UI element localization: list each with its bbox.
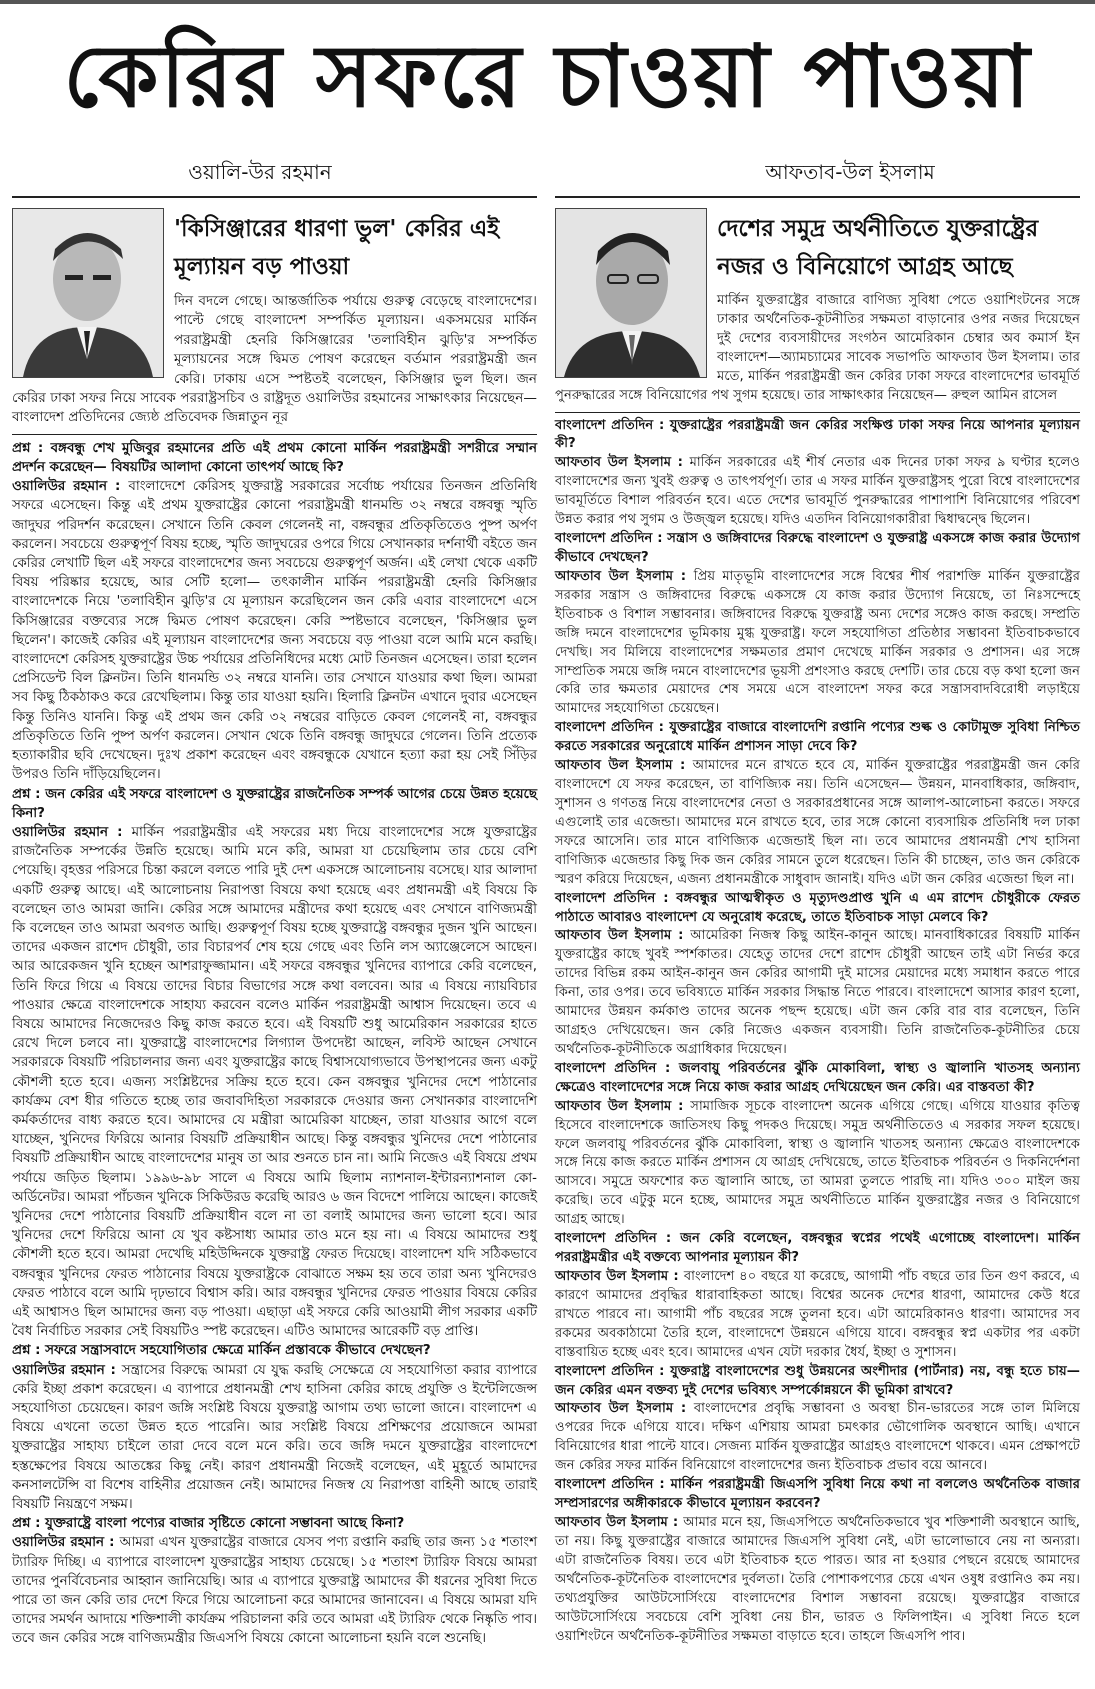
interview-answer <box>555 1268 1080 1363</box>
article-left <box>12 208 537 1649</box>
interview-answer <box>555 1098 1080 1230</box>
byline-rule-left <box>12 196 537 198</box>
article-left-subhead: 'কিসিঞ্জারের ধারণা ভুল' কেরির এই মূল্যায়ন বড় পাওয়া <box>174 216 500 280</box>
answer-speaker: ওয়ালিউর রহমান : <box>12 1362 122 1378</box>
answer-speaker: ওয়ালিউর রহমান : <box>12 479 129 495</box>
article-right-qa <box>555 417 1080 1647</box>
interview-answer <box>12 477 537 784</box>
divider <box>12 434 537 435</box>
interview-answer <box>12 1361 537 1515</box>
answer-speaker: আফতাব উল ইসলাম : <box>555 1098 691 1114</box>
answer-text: মার্কিন সরকারের এই শীর্ষ নেতার এক দিনের ঢাকা সফর ৯ ঘণ্টার হলেও বাংলাদেশের জন্য খুবই গুরুত্ব ও তাৎপর্যপূর্ণ। তার এ সফর মার্কিন যুক্তরাষ্ট্রসহ পুরো বিশ্বে বাংলাদেশের ভাবমূর্তিতে বিশাল পরিবর্তন হবে। এতে দেশের ভাবমূর্তি পুনরুদ্ধারের পাশাপাশি বিনিয়োগের পরিবেশ উন্নত করার পথ সুগম ও উজ্জ্বল হয়েছে। যদিও এতদিন বিনিয়োগকারীরা দ্বিধাদ্বন্দ্বে ছিলেন। <box>555 455 1080 528</box>
answer-text: আমরা এখন যুক্তরাষ্ট্রের বাজারে যেসব পণ্য রপ্তানি করছি তার জন্য ১৫ শতাংশ ট্যারিফ দিচ্ছি। এ ব্যাপারে বাংলাদেশ যুক্তরাষ্ট্রের সাহায্য চেয়েছে। ১৫ শতাংশ ট্যারিফ বিষয়ে আমরা তাদের পুনর্বিবেচনার আহ্বান জানিয়েছি। আর এ ব্যাপারে যুক্তরাষ্ট্র আমাদের কী ধরনের সুবিধা দিতে পারে তা জন কেরি তার দেশে ফিরে গিয়ে আলোচনা করে আমাদের জানাবেন। এ বিষয়ে আমরা যদি তাদের সমর্থন আদায়ে শক্তিশালী কার্যক্রম পরিচালনা করি তবে আমরা এই ট্যারিফ থেকে নিষ্কৃতি পাব। তবে জন কেরির সঙ্গে বাণিজ্যমন্ত্রীর জিএসপি বিষয়ে কোনো আলোচনা হয়নি বলে শুনেছি। <box>12 1535 537 1647</box>
answer-speaker: আফতাব উল ইসলাম : <box>555 1269 684 1285</box>
article-left-qa <box>12 439 537 1649</box>
interview-question: বাংলাদেশ প্রতিদিন : সন্ত্রাস ও জঙ্গিবাদের বিরুদ্ধে বাংলাদেশ ও যুক্তরাষ্ট্র একসঙ্গে কাজ করার উদ্যোগ কীভাবে দেখছেন? <box>555 531 1080 565</box>
answer-speaker: আফতাব উল ইসলাম : <box>555 758 693 774</box>
interview-answer <box>555 568 1080 719</box>
article-right <box>555 208 1080 1646</box>
answer-text: প্রিয় মাতৃভূমি বাংলাদেশের সঙ্গে বিশ্বের শীর্ষ পরাশক্তি মার্কিন যুক্তরাষ্ট্রের সরকার সন্ত্রাস ও জঙ্গিবাদের বিরুদ্ধে একসঙ্গে যে কাজ করার উদ্যোগ নিয়েছে, তা নিঃসন্দেহে ইতিবাচক ও বিশাল সম্ভাবনার। জঙ্গিবাদের বিরুদ্ধে যুক্তরাষ্ট্র অন্য দেশের সঙ্গেও কাজ করছে। সম্প্রতি জঙ্গি দমনে বাংলাদেশের ভূমিকায় মুগ্ধ যুক্তরাষ্ট্র। ফলে সহযোগিতা প্রতিষ্ঠার সম্ভাবনা ইতিবাচকভাবে দেখছি। সব মিলিয়ে বাংলাদেশের সক্ষমতার প্রমাণ দেখেছে মার্কিন সরকার ও প্রশাসন। এর সঙ্গে সাম্প্রতিক সময়ে জঙ্গি দমনে বাংলাদেশের ভূয়সী প্রশংসাও করছে দেশটি। তার চেয়ে বড় কথা হলো জন কেরি তার ক্ষমতার মেয়াদের শেষ সময়ে এসে বাংলাদেশ সফর করে সন্ত্রাসবাদবিরোধী লড়াইয়ে আমাদের সহযোগিতা চেয়েছেন। <box>555 568 1080 717</box>
answer-speaker: আফতাব উল ইসলাম : <box>555 1515 684 1530</box>
interview-answer <box>12 1533 537 1648</box>
byline-left: ওয়ালি-উর রহমান <box>188 160 332 184</box>
portrait-icon <box>556 209 706 377</box>
interview-answer <box>555 1400 1080 1476</box>
page-headline: কেরির সফরে চাওয়া পাওয়া <box>63 27 1032 127</box>
answer-speaker: আফতাব উল ইসলাম : <box>555 568 694 584</box>
interview-answer <box>555 927 1080 1059</box>
interview-answer <box>12 823 537 1341</box>
interview-question: বাংলাদেশ প্রতিদিন : যুক্তরাষ্ট্রের পররাষ্ট্রমন্ত্রী জন কেরির সংক্ষিপ্ত ঢাকা সফর নিয়ে আপনার মূল্যায়ন কী? <box>555 417 1080 452</box>
portrait-photo-right <box>555 208 707 378</box>
answer-text: মার্কিন পররাষ্ট্রমন্ত্রীর এই সফরের মধ্য দিয়ে বাংলাদেশের সঙ্গে যুক্তরাষ্ট্রের রাজনৈতিক সম্পর্কের উন্নতি হয়েছে। আমি মনে করি, আমরা যা চেয়েছিলাম তার চেয়ে বেশি পেয়েছি। বৃহত্তর পরিসরে চিন্তা করলে বলতে পারি দুই দেশ একসঙ্গে আলোচনায় বসেছে। যার আলাদা একটি গুরুত্ব আছে। এই আলোচনায় নিরাপত্তা বিষয়ে কথা হয়েছে এবং প্রধানমন্ত্রী এই বিষয়ে কি বলেছেন তাও আমরা জানি। কেরির সঙ্গে আমাদের মন্ত্রীদের কথা হয়েছে এবং সেখানে বাণিজ্যমন্ত্রী কি বলেছেন তাও আমরা অবগত আছি। গুরুত্বপূর্ণ বিষয় হচ্ছে যুক্তরাষ্ট্রে বঙ্গবন্ধুর দুজন খুনি আছেন। তাদের একজন রাশেদ চৌধুরী, তার বিচারপর্ব শেষ হয়ে গেছে এবং তিনি লস অ্যাঞ্জেলেসে আছেন। আর আরেকজন খুনি হচ্ছেন আশরাফুজ্জামান। এই সফরে বঙ্গবন্ধুর খুনিদের ব্যাপারে কেরি বলেছেন, তিনি ফিরে গিয়ে এ বিষয়ে তাদের বিচার বিভাগের সঙ্গে কথা বলবেন। আর এ বিষয়ে ন্যায়বিচার পাওয়ার ক্ষেত্রে বাংলাদেশকে সাহায্য করবেন বলেও মার্কিন পররাষ্ট্রমন্ত্রী আশ্বাস দিয়েছেন। তবে এ বিষয়ে আমাদের নিজেদেরও কিছু কাজ করতে হবে। এই বিষয়টি শুধু আমেরিকান সরকারের হাতে রেখে দিলে চলবে না। যুক্তরাষ্ট্রে বাংলাদেশের লিগ্যাল উপদেষ্টা আছেন, লবিস্ট আছেন সেখানে সরকারকে বিষয়টি পরিচালনার জন্য এবং যুক্তরাষ্ট্রের কাছে বিশ্বাসযোগ্যভাবে উপস্থাপনের জন্য একটু কৌশলী হতে হবে। এজন্য সংশ্লিষ্টদের সক্রিয় হতে হবে। কেন বঙ্গবন্ধুর খুনিদের দেশে পাঠানোর কার্যক্রম বেশ ধীর গতিতে হচ্ছে তার জবাবদিহিতা সরকারকে দেওয়ার জন্য সেখানকার বাংলাদেশি কর্মকর্তাদের বাধ্য করতে হবে। আমাদের যে মন্ত্রীরা আমেরিকা যাচ্ছেন, তারা যাওয়ার আগে বলে যাচ্ছেন, খুনিদের ফিরিয়ে আনার বিষয়টি প্রক্রিয়াধীন আছে। কিন্তু বঙ্গবন্ধুর খুনিদের দেশে পাঠানোর বিষয়টি প্রক্রিয়াধীন আছে বাংলাদেশের মানুষ তা আর শুনতে চান না। আমি নিজেও এই বিষয়ে প্রথম পর্যায়ে জড়িত ছিলাম। ১৯৯৬-৯৮ সালে এ বিষয়ে আমি ছিলাম ন্যাশনাল-ইন্টারন্যাশনাল কো-অর্ডিনেটর। আমরা পাঁচজন খুনিকে সিকিউরড করেছি আরও ৬ জন বিদেশে পালিয়ে আছেন। কাজেই খুনিদের দেশে পাঠানোর বিষয়টি প্রক্রিয়াধীন বলে না তা বলাই আমাদের জন্য ভালো হবে। আর খুনিদের দেশে ফিরিয়ে আনা যে খুব কষ্টসাধ্য আমার তাও মনে হয় না। এ বিষয়ে আমাদের শুধু কৌশলী হতে হবে। আমরা দেখেছি মহিউদ্দিনকে যুক্তরাষ্ট্র ফেরত দিয়েছে। বাংলাদেশ যদি সঠিকভাবে বঙ্গবন্ধুর খুনিদের ফেরত পাঠানোর বিষয়ে যুক্তরাষ্ট্রকে বোঝাতে সক্ষম হয় তবে তারা অন্য খুনিদেরও ফেরত পাঠাবে বলে আমি দৃঢ়ভাবে বিশ্বাস করি। আর বঙ্গবন্ধুর খুনিদের ফেরত পাওয়ার বিষয়ে কেরির এই আশ্বাসও ছিল আমাদের জন্য বড় পাওয়া। এছাড়া এই সফরে কেরি আওয়ামী লীগ সরকার একটি বৈধ নির্বাচিত সরকার সেই বিষয়টিও স্পষ্ট করেছেন। এটিও আমাদের আরেকটি বড় প্রাপ্তি। <box>12 824 537 1340</box>
interview-question: বাংলাদেশ প্রতিদিন : জন কেরি বলেছেন, বঙ্গবন্ধুর স্বপ্নের পথেই এগোচ্ছে বাংলাদেশ। মার্কিন পররাষ্ট্রমন্ত্রীর এই বক্তব্যে আপনার মূল্যায়ন কী? <box>555 1231 1080 1266</box>
top-rule <box>0 0 1095 4</box>
interview-answer <box>555 454 1080 530</box>
answer-speaker: আফতাব উল ইসলাম : <box>555 1401 694 1417</box>
interview-answer <box>555 1514 1080 1646</box>
interview-question: বাংলাদেশ প্রতিদিন : মার্কিন পররাষ্ট্রমন্ত্রী জিএসপি সুবিধা নিয়ে কথা না বললেও অর্থনৈতিক বাজার সম্প্রসারণের অঙ্গীকারকে কীভাবে মূল্যায়ন করবেন? <box>555 1477 1080 1512</box>
interview-question: বাংলাদেশ প্রতিদিন : জলবায়ু পরিবর্তনের ঝুঁকি মোকাবিলা, স্বাস্থ্য ও জ্বালানি খাতসহ অন্যান্য ক্ষেত্রেও বাংলাদেশের সঙ্গে নিয়ে কাজ করার আগ্রহ দেখিয়েছেন জন কেরি। এর বাস্তবতা কী? <box>555 1060 1080 1095</box>
interview-answer <box>555 757 1080 889</box>
answer-text: বাংলাদেশের প্রবৃদ্ধি সম্ভাবনা ও অবস্থা চীন-ভারতের সঙ্গে তাল মিলিয়ে ওপরের দিকে এগিয়ে যাবে। দক্ষিণ এশিয়ায় আমরা চমৎকার ভৌগোলিক অবস্থানে আছি। এখানে বিনিয়োগের ধারা পাল্টে যাবে। সেজন্য মার্কিন যুক্তরাষ্ট্রের আগ্রহও বাংলাদেশে থাকবে। এমন প্রেক্ষাপটে জন কেরির সফর মার্কিন বিনিয়োগে বাংলাদেশের জন্য ইতিবাচক প্রভাব বয়ে আনবে। <box>555 1401 1080 1474</box>
answer-speaker: আফতাব উল ইসলাম : <box>555 455 690 471</box>
interview-question: প্রশ্ন : সফরে সন্ত্রাসবাদে সহযোগিতার ক্ষেত্রে মার্কিন প্রস্তাবকে কীভাবে দেখছেন? <box>12 1343 431 1359</box>
answer-text: সামাজিক সূচকে বাংলাদেশ অনেক এগিয়ে গেছে। এগিয়ে যাওয়ার কৃতিত্ব হিসেবে বাংলাদেশকে জাতিসংঘ কিছু পদকও দিয়েছে। সমুদ্র অর্থনীতিতেও এ সরকার সফল হয়েছে। ফলে জলবায়ু পরিবর্তনের ঝুঁকি মোকাবিলা, স্বাস্থ্য ও জ্বালানি খাতসহ অন্যান্য ক্ষেত্রেও বাংলাদেশকে সঙ্গে নিয়ে কাজ করতে মার্কিন প্রশাসন যে আগ্রহ দেখিয়েছে, তাতে ইতিবাচক পরিবর্তন ও দিকনির্দেশনা আসবে। সমুদ্রে অফশোর কত জ্বালানি আছে, তা আমরা তুলতে পারছি না। যদিও ৩০০ মাইল জয় করেছি। তবে এটুকু মনে হচ্ছে, আমাদের সমুদ্র অর্থনীতিতে মার্কিন যুক্তরাষ্ট্রের নজর ও বিনিয়োগে আগ্রহ আছে। <box>555 1098 1080 1228</box>
byline-rule-right <box>555 196 1080 198</box>
interview-question: বাংলাদেশ প্রতিদিন : যুক্তরাষ্ট্র বাংলাদেশের শুধু উন্নয়নের অংশীদার (পার্টনার) নয়, বন্ধু হতে চায়— জন কেরির এমন বক্তব্য দুই দেশের ভবিষ্যৎ সম্পর্কোন্নয়নে কী ভূমিকা রাখবে? <box>555 1363 1080 1398</box>
answer-text: আমাদের মনে রাখতে হবে যে, মার্কিন যুক্তরাষ্ট্রের পররাষ্ট্রমন্ত্রী জন কেরি বাংলাদেশে যে সফর করেছেন, তা বাণিজ্যিক নয়। তিনি এসেছেন— উন্নয়ন, মানবাধিকার, জঙ্গিবাদ, সুশাসন ও গণতন্ত্র নিয়ে বাংলাদেশের নেতা ও সরকারপ্রধানের সঙ্গে আলাপ-আলোচনা করতে। সফরে এগুলোই তার এজেন্ডা। আমাদের মনে রাখতে হবে, তার সঙ্গে কোনো ব্যবসায়িক প্রতিনিধি দল ঢাকা সফরে আসেনি। তার মানে বাণিজ্যিক এজেন্ডাই ছিল না। তবে আমাদের প্রধানমন্ত্রী শেখ হাসিনা বাণিজ্যিক এজেন্ডার কিছু দিক জন কেরির সামনে তুলে ধরেছেন। তিনি কী চাচ্ছেন, তাও জন কেরিকে স্মরণ করিয়ে দিয়েছেন, এজন্য প্রধানমন্ত্রীকে সাধুবাদ জানাই। যদিও এটা জন কেরির এজেন্ডা ছিল না। <box>555 758 1080 887</box>
answer-speaker: ওয়ালিউর রহমান : <box>12 824 132 840</box>
answer-speaker: ওয়ালিউর রহমান : <box>12 1535 120 1551</box>
interview-question: বাংলাদেশ প্রতিদিন : যুক্তরাষ্ট্রের বাজারে বাংলাদেশি রপ্তানি পণ্যের শুল্ক ও কোটামুক্ত সুবিধা নিশ্চিত করতে সরকারের অনুরোধে মার্কিন প্রশাসন সাড়া দেবে কি? <box>555 720 1080 755</box>
divider <box>555 412 1080 413</box>
answer-speaker: আফতাব উল ইসলাম : <box>555 928 691 944</box>
article-right-subhead: দেশের সমুদ্র অর্থনীতিতে যুক্তরাষ্ট্রের নজর ও বিনিয়োগে আগ্রহ আছে <box>717 216 1039 280</box>
interview-question: বাংলাদেশ প্রতিদিন : বঙ্গবন্ধুর আত্মস্বীকৃত ও মৃত্যুদণ্ডপ্রাপ্ত খুনি এ এম রাশেদ চৌধুরীকে ফেরত পাঠাতে আবারও বাংলাদেশ যে অনুরোধ করেছে, তাতে ইতিবাচক সাড়া মেলবে কি? <box>555 890 1080 925</box>
byline-right: আফতাব-উল ইসলাম <box>765 160 935 184</box>
portrait-icon <box>13 209 163 377</box>
answer-text: সন্ত্রাসের বিরুদ্ধে আমরা যে যুদ্ধ করছি সেক্ষেত্রে যে সহযোগিতা করার ব্যাপারে কেরি ইচ্ছা প্রকাশ করেছেন। এ ব্যাপারে প্রধানমন্ত্রী শেখ হাসিনা কেরির কাছে প্রযুক্তি ও ইন্টেলিজেন্স সহযোগিতা চেয়েছেন। কারণ জঙ্গি সংশ্লিষ্ট বিষয়ে যুক্তরাষ্ট্র আগাম তথ্য ভালো জানে। বাংলাদেশ এ বিষয়ে এখনো ততো উন্নত হতে পারেনি। আর সংশ্লিষ্ট বিষয়ে প্রশিক্ষণের প্রয়োজনে আমরা যুক্তরাষ্ট্রের সাহায্য চাইলে তারা দেবে বলে মনে করি। তবে জঙ্গি দমনে যুক্তরাষ্ট্রের বাংলাদেশে হস্তক্ষেপের বিষয়ে আতঙ্কের কিছু নেই। কারণ প্রধানমন্ত্রী নিজেই বলেছেন, এই মুহূর্তে আমাদের কনসালটেন্সি বা বিশেষ বাহিনীর প্রয়োজন নেই। আমাদের নিজস্ব যে নিরাপত্তা বাহিনী আছে তারাই বিষয়টি নিয়ন্ত্রণে সক্ষম। <box>12 1362 537 1513</box>
answer-text: বাংলাদেশ ৪০ বছরে যা করেছে, আগামী পাঁচ বছরে তার তিন গুণ করবে, এ কারণে আমাদের প্রবৃদ্ধির ধারাবাহিকতা আছে। বিশ্বের অনেক দেশের ধারণা, আমাদের কেউ ধরে রাখতে পারবে না। আগামী পাঁচ বছরের সঙ্গে তুলনা হবে। এটা আমেরিকানও ধারণা। আমাদের সব রকমের অবকাঠামো তৈরি হলে, বাংলাদেশে উন্নয়নে এগিয়ে যাবে। বঙ্গবন্ধুর স্বপ্ন একটার পর একটা বাস্তবায়িত হচ্ছে এবং হবে। আমাদের এখন যেটা দরকার ধৈর্য, ইচ্ছা ও সুশাসন। <box>555 1269 1080 1360</box>
article-right-lead: মার্কিন যুক্তরাষ্ট্রের বাজারে বাণিজ্য সুবিধা পেতে ওয়াশিংটনের সঙ্গে ঢাকার অর্থনৈতিক-কূটনীতির সক্ষমতা বাড়ানোর ওপর নজর দিয়েছেন দুই দেশের ব্যবসায়ীদের সংগঠন আমেরিকান চেম্বার অব কমার্স ইন বাংলাদেশ—অ্যামচ্যামের সাবেক সভাপতি আফতাব উল ইসলাম। তার মতে, মার্কিন পররাষ্ট্রমন্ত্রী জন কেরির ঢাকা সফরে বাংলাদেশের ভাবমূর্তি পুনরুদ্ধারের সঙ্গে বিনিয়োগের পথ সুগম হয়েছে। তার সাক্ষাৎকার নিয়েছেন— রুহুল আমিন রাসেল <box>555 293 1080 403</box>
article-left-lead: দিন বদলে গেছে। আন্তর্জাতিক পর্যায়ে গুরুত্ব বেড়েছে বাংলাদেশের। পাল্টে গেছে বাংলাদেশ সম্পর্কিত মূল্যায়ন। একসময়ের মার্কিন পররাষ্ট্রমন্ত্রী হেনরি কিসিঞ্জারের 'তলাবিহীন ঝুড়ি'র সম্পর্কিত মূল্যায়নের সঙ্গে দ্বিমত পোষণ করেছেন বর্তমান পররাষ্ট্রমন্ত্রী জন কেরি। ঢাকায় এসে স্পষ্টতই বলেছেন, কিসিঞ্জার ভুল ছিল। জন কেরির ঢাকা সফর নিয়ে সাবেক পররাষ্ট্রসচিব ও রাষ্ট্রদূত ওয়ালিউর রহমানের সাক্ষাৎকার নিয়েছেন— বাংলাদেশ প্রতিদিনের জ্যেষ্ঠ প্রতিবেদক জিন্নাতুন নূর <box>12 293 537 426</box>
answer-text: আমেরিকা নিজস্ব কিছু আইন-কানুন আছে। মানবাধিকারের বিষয়টি মার্কিন যুক্তরাষ্ট্রের কাছে খুবই স্পর্শকাতর। যেহেতু তাদের দেশে রাশেদ চৌধুরী আছেন তাই এটা নির্ভর করে তাদের বিভিন্ন রকম আইন-কানুন জন কেরির আগামী দুই মাসের মেয়াদের মধ্যে সমাধান করতে পারে কিনা, তার ওপর। তবে ভবিষ্যতে মার্কিন সরকার সিদ্ধান্ত নিতে পারবে। বাংলাদেশে আসার কারণ হলো, আমাদের উন্নয়ন কর্মকাণ্ড তাদের অনেক পছন্দ হয়েছে। এটা জন কেরি বার বার বলেছেন, তিনি আগ্রহও দেখিয়েছেন। জন কেরি নিজেও একজন ব্যবসায়ী। তিনি রাজনৈতিক-কূটনীতির চেয়ে অর্থনৈতিক-কূটনীতিকে অগ্রাধিকার দিয়েছেন। <box>555 928 1080 1057</box>
answer-text: আমার মনে হয়, জিএসপিতে অর্থনৈতিকভাবে খুব শক্তিশালী অবস্থানে আছি, তা নয়। কিছু যুক্তরাষ্ট্রের বাজারে আমাদের জিএসপি সুবিধা নেই, এটা ভালোভাবে নেয় না অন্যরা। এটা রাজনৈতিক বিষয়। তবে এটা ইতিবাচক হতে পারত। আর না হওয়ার পেছনে রয়েছে আমাদের অর্থনৈতিক-কূটনৈতিক বাংলাদেশের দুর্বলতা। তৈরি পোশাকপণ্যের চেয়ে এখন ওষুধ রপ্তানিও কম নয়। তথ্যপ্রযুক্তির আউটসোর্সিংয়ে বাংলাদেশের বিশাল সম্ভাবনা রয়েছে। যুক্তরাষ্ট্রের বাজারে আউটসোর্সিংয়ে সবচেয়ে বেশি সুবিধা নেয় চীন, ভারত ও ফিলিপাইন। এ সুবিধা নিতে হলে ওয়াশিংটনে অর্থনৈতিক-কূটনীতির সক্ষমতা বাড়াতে হবে। তাহলে জিএসপি পাব। <box>555 1515 1080 1644</box>
interview-question: প্রশ্ন : বঙ্গবন্ধু শেখ মুজিবুর রহমানের প্রতি এই প্রথম কোনো মার্কিন পররাষ্ট্রমন্ত্রী সশরীরে সম্মান প্রদর্শন করেছেন— বিষয়টির আলাদা কোনো তাৎপর্য আছে কি? <box>12 440 537 476</box>
interview-question: প্রশ্ন : যুক্তরাষ্ট্রে বাংলা পণ্যের বাজার সৃষ্টিতে কোনো সম্ভাবনা আছে কিনা? <box>12 1516 405 1532</box>
portrait-photo-left <box>12 208 164 378</box>
interview-question: প্রশ্ন : জন কেরির এই সফরে বাংলাদেশ ও যুক্তরাষ্ট্রের রাজনৈতিক সম্পর্ক আগের চেয়ে উন্নত হয়েছে কিনা? <box>12 786 537 821</box>
answer-text: বাংলাদেশে কেরিসহ যুক্তরাষ্ট্র সরকারের সর্বোচ্চ পর্যায়ের তিনজন প্রতিনিধি সফরে এসেছেন। কিন্তু এই প্রথম যুক্তরাষ্ট্রের কোনো পররাষ্ট্রমন্ত্রী ধানমন্ডি ৩২ নম্বরে বঙ্গবন্ধু স্মৃতি জাদুঘর পরিদর্শন করেছেন। সেখানে তিনি কেবল গেলেনই না, বঙ্গবন্ধুর প্রতিকৃতিতেও পুষ্প অর্পণ করলেন। সবচেয়ে গুরুত্বপূর্ণ বিষয় হচ্ছে, স্মৃতি জাদুঘরের ওপরে গিয়ে সেখানকার দর্শনার্থী বইতে জন কেরির লেখাটি ছিল এই সফরে বাংলাদেশের জন্য সবচেয়ে গুরুত্বপূর্ণ অর্জন। এই লেখা থেকে একটি বিষয় পরিষ্কার হয়েছে, আর সেটি হলো— তৎকালীন মার্কিন পররাষ্ট্রমন্ত্রী হেনরি কিসিঞ্জার বাংলাদেশকে নিয়ে 'তলাবিহীন ঝুড়ি'র যে মূল্যায়ন করেছিলেন জন কেরি এবার বাংলাদেশে এসে কিসিঞ্জারের বক্তব্যের সঙ্গে দ্বিমত পোষণ করেছেন। কেরি স্পষ্টভাবে বলেছেন, 'কিসিঞ্জার ভুল ছিলেন'। কাজেই কেরির এই মূল্যায়ন বাংলাদেশের জন্য সবচেয়ে বড় পাওয়া বলে আমি মনে করছি। বাংলাদেশে কেরিসহ যুক্তরাষ্ট্রের উচ্চ পর্যায়ের প্রতিনিধিদের মধ্যে মোট তিনজন এসেছেন। তারা হলেন প্রেসিডেন্ট বিল ক্লিনটন। তিনি ধানমন্ডি ৩২ নম্বরে যাননি। তার সেখানে যাওয়ার কথা ছিল। আমরা সব কিছু ঠিকঠাকও করে রেখেছিলাম। কিন্তু তার যাওয়া হয়নি। হিলারি ক্লিনটন এখানে দুবার এসেছেন কিন্তু তিনিও যাননি। কিন্তু এই প্রথম জন কেরি ৩২ নম্বরের বাড়িতে কেবল গেলেনই না, বঙ্গবন্ধুর প্রতিকৃতিতে তিনি পুষ্প অর্পণ করলেন। সেখান থেকে তিনি বঙ্গবন্ধু জাদুঘরে গেলেন। তিনি প্রত্যেক হত্যাকারীর ছবি দেখেছেন। দুঃখ প্রকাশ করেছেন এবং বঙ্গবন্ধুকে যেখানে হত্যা করা হয় সেই সিঁড়ির উপরও তিনি দাঁড়িয়েছিলেন। <box>12 479 537 783</box>
